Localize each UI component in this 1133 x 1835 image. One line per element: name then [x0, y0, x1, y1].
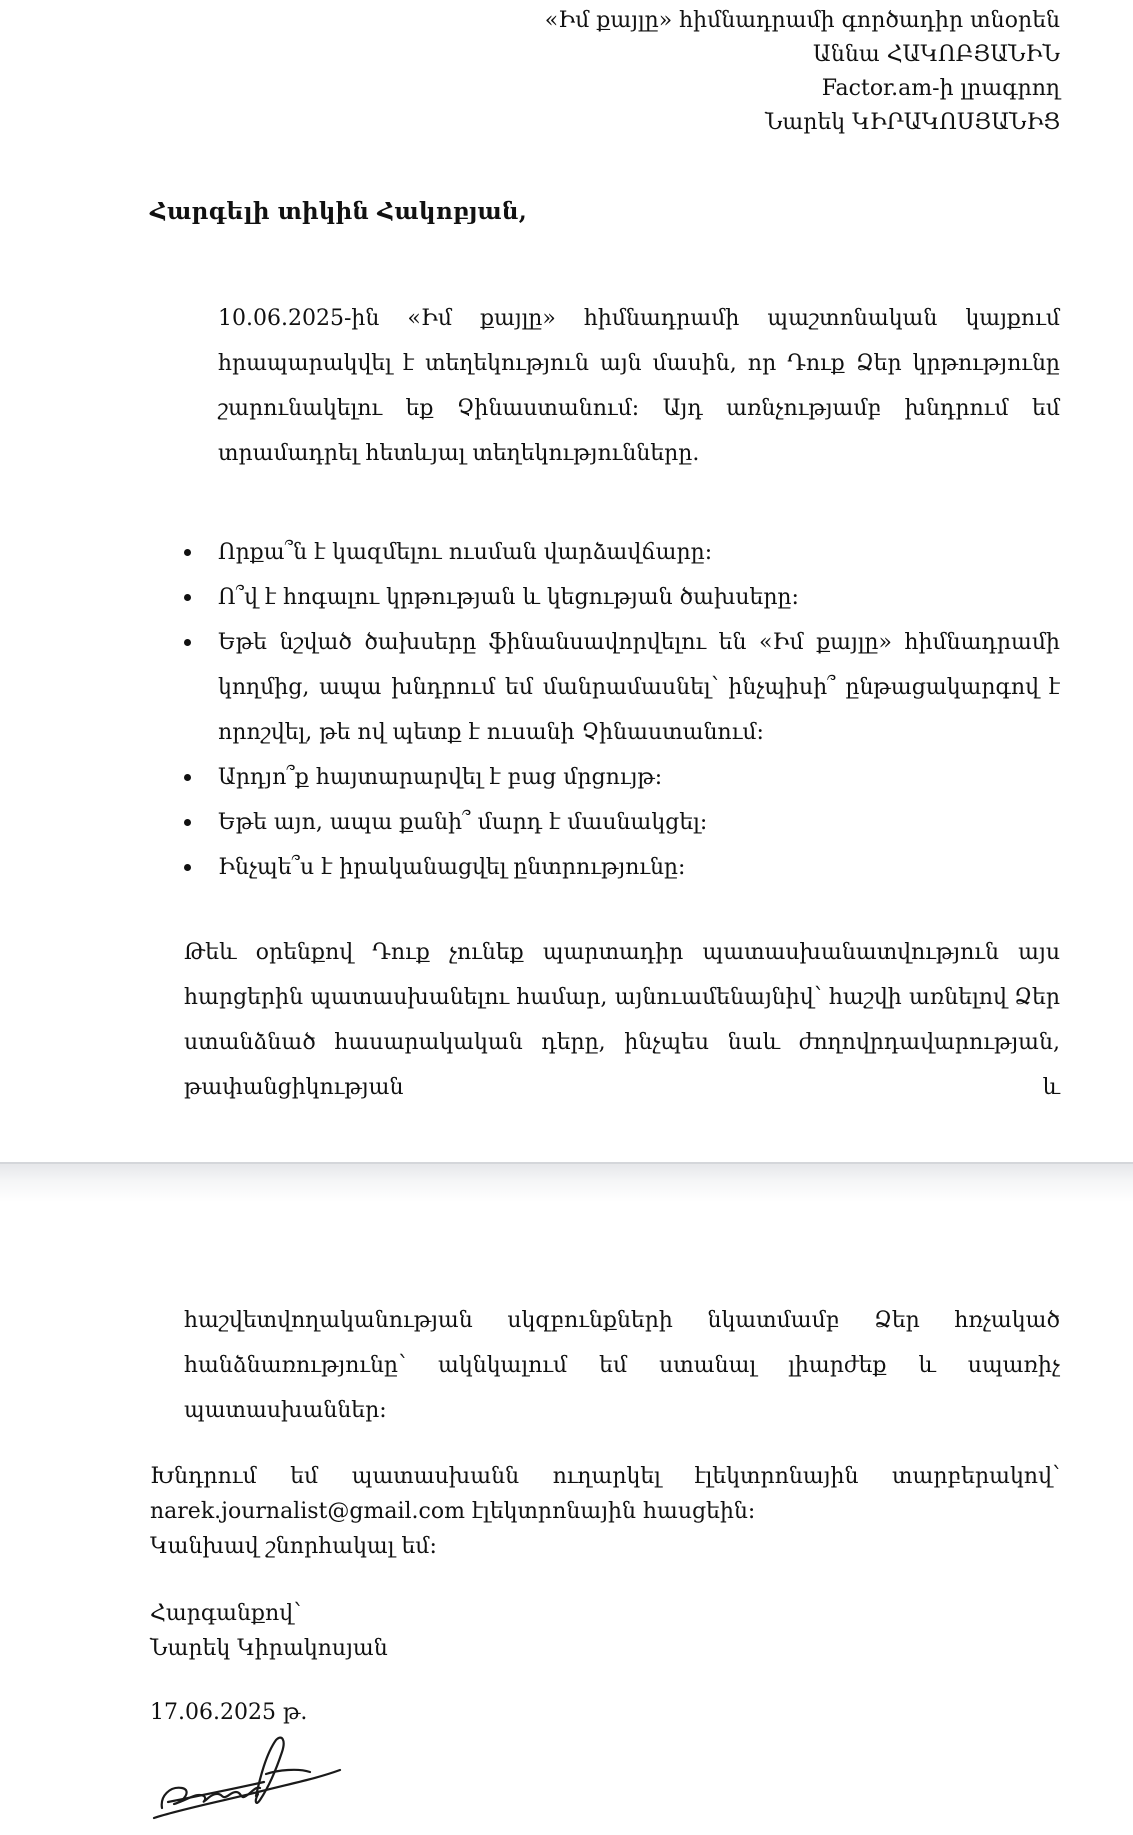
list-item — [184, 530, 1060, 575]
bullet-icon — [184, 864, 191, 871]
bullet-icon — [184, 819, 191, 826]
question-text: Արդյո՞ք հայտարարվել է բաց մրցույթ։ — [218, 765, 663, 790]
question-text: Որքա՞ն է կազմելու ուսման վարձավճարը։ — [218, 540, 713, 565]
request-word: էլեկտրոնային — [694, 1464, 859, 1489]
request-word: Խնդրում — [150, 1464, 257, 1489]
question-text: Եթե այո, ապա քանի՞ մարդ է մասնակցել։ — [218, 810, 708, 835]
reply-email-line: narek.journalist@gmail.com էլեկտրոնային հասցեին։ — [150, 1499, 756, 1524]
request-word: պատասխանն — [351, 1464, 520, 1489]
thanks-line: Կանխավ շնորհակալ եմ։ — [150, 1534, 437, 1559]
sender-name: Նարեկ ԿԻՐԱԿՈՍՅԱՆԻՑ — [764, 110, 1060, 135]
closing-paragraph-part2: հաշվետվողականության սկզբունքների նկատմամբ Ձեր հռչակած հանձնառությունը՝ ակնկալում եմ ստանալ լիարժեք և սպառիչ պատասխաններ։ — [184, 1308, 1060, 1423]
bullet-icon — [184, 549, 191, 556]
closing-phrase: Հարգանքով՝ — [150, 1601, 302, 1626]
page-break-divider — [0, 1162, 1133, 1202]
salutation: Հարգելի տիկին Հակոբյան, — [150, 198, 527, 225]
questions-list — [184, 530, 1060, 890]
question-text: Ինչպե՞ս է իրականացվել ընտրությունը։ — [218, 855, 686, 880]
list-item — [184, 575, 1060, 620]
request-word: տարբերակով՝ — [892, 1464, 1060, 1489]
recipient-name: Աննա ՀԱԿՈԲՅԱՆԻՆ — [813, 42, 1060, 67]
handwritten-signature — [148, 1730, 348, 1830]
request-word: ուղարկել — [552, 1464, 661, 1489]
list-item — [184, 800, 1060, 845]
signer-name: Նարեկ Կիրակոսյան — [150, 1636, 388, 1661]
list-item — [184, 755, 1060, 800]
recipient-block — [545, 4, 1060, 140]
list-item — [184, 845, 1060, 890]
closing-paragraph-part1: Թեև օրենքով Դուք չունեք պարտադիր պատասխանատվություն այս հարցերին պատասխանելու համար, այնուամենայնիվ՝ հաշվի առնելով Ձեր ստանձնած հասարակական դերը, ինչպես նաև ժողովրդավարության, թափանցիկության և — [184, 940, 1060, 1100]
recipient-title: «Իմ քայլը» հիմնադրամի գործադիր տնօրեն — [544, 8, 1060, 33]
reply-request — [150, 1459, 1060, 1564]
reply-request-line1 — [150, 1459, 1060, 1494]
question-text: Եթե նշված ծախսերը ֆինանսավորվելու են «Իմ քայլը» հիմնադրամի կողմից, ապա խնդրում եմ մանրամասնել՝ ինչպիսի՞ ընթացակարգով է որոշվել, թե ով պետք է ուսանի Չինաստանում։ — [218, 630, 1060, 745]
sender-title: Factor.am-ի լրագրող — [821, 76, 1060, 101]
bullet-icon — [184, 639, 191, 646]
request-word: եմ — [290, 1464, 319, 1489]
bullet-icon — [184, 594, 191, 601]
signoff-block — [150, 1596, 388, 1666]
bullet-icon — [184, 774, 191, 781]
question-text: Ո՞վ է հոգալու կրթության և կեցության ծախսերը։ — [218, 585, 799, 610]
list-item — [184, 620, 1060, 755]
letter-date: 17.06.2025 թ. — [150, 1700, 308, 1725]
intro-paragraph: 10.06.2025-ին «Իմ քայլը» հիմնադրամի պաշտոնական կայքում հրապարակվել է տեղեկություն այն մասին, որ Դուք Ձեր կրթությունը շարունակելու եք Չինաստանում։ Այդ առնչությամբ խնդրում եմ տրամադրել հետևյալ տեղեկությունները. — [218, 306, 1060, 466]
